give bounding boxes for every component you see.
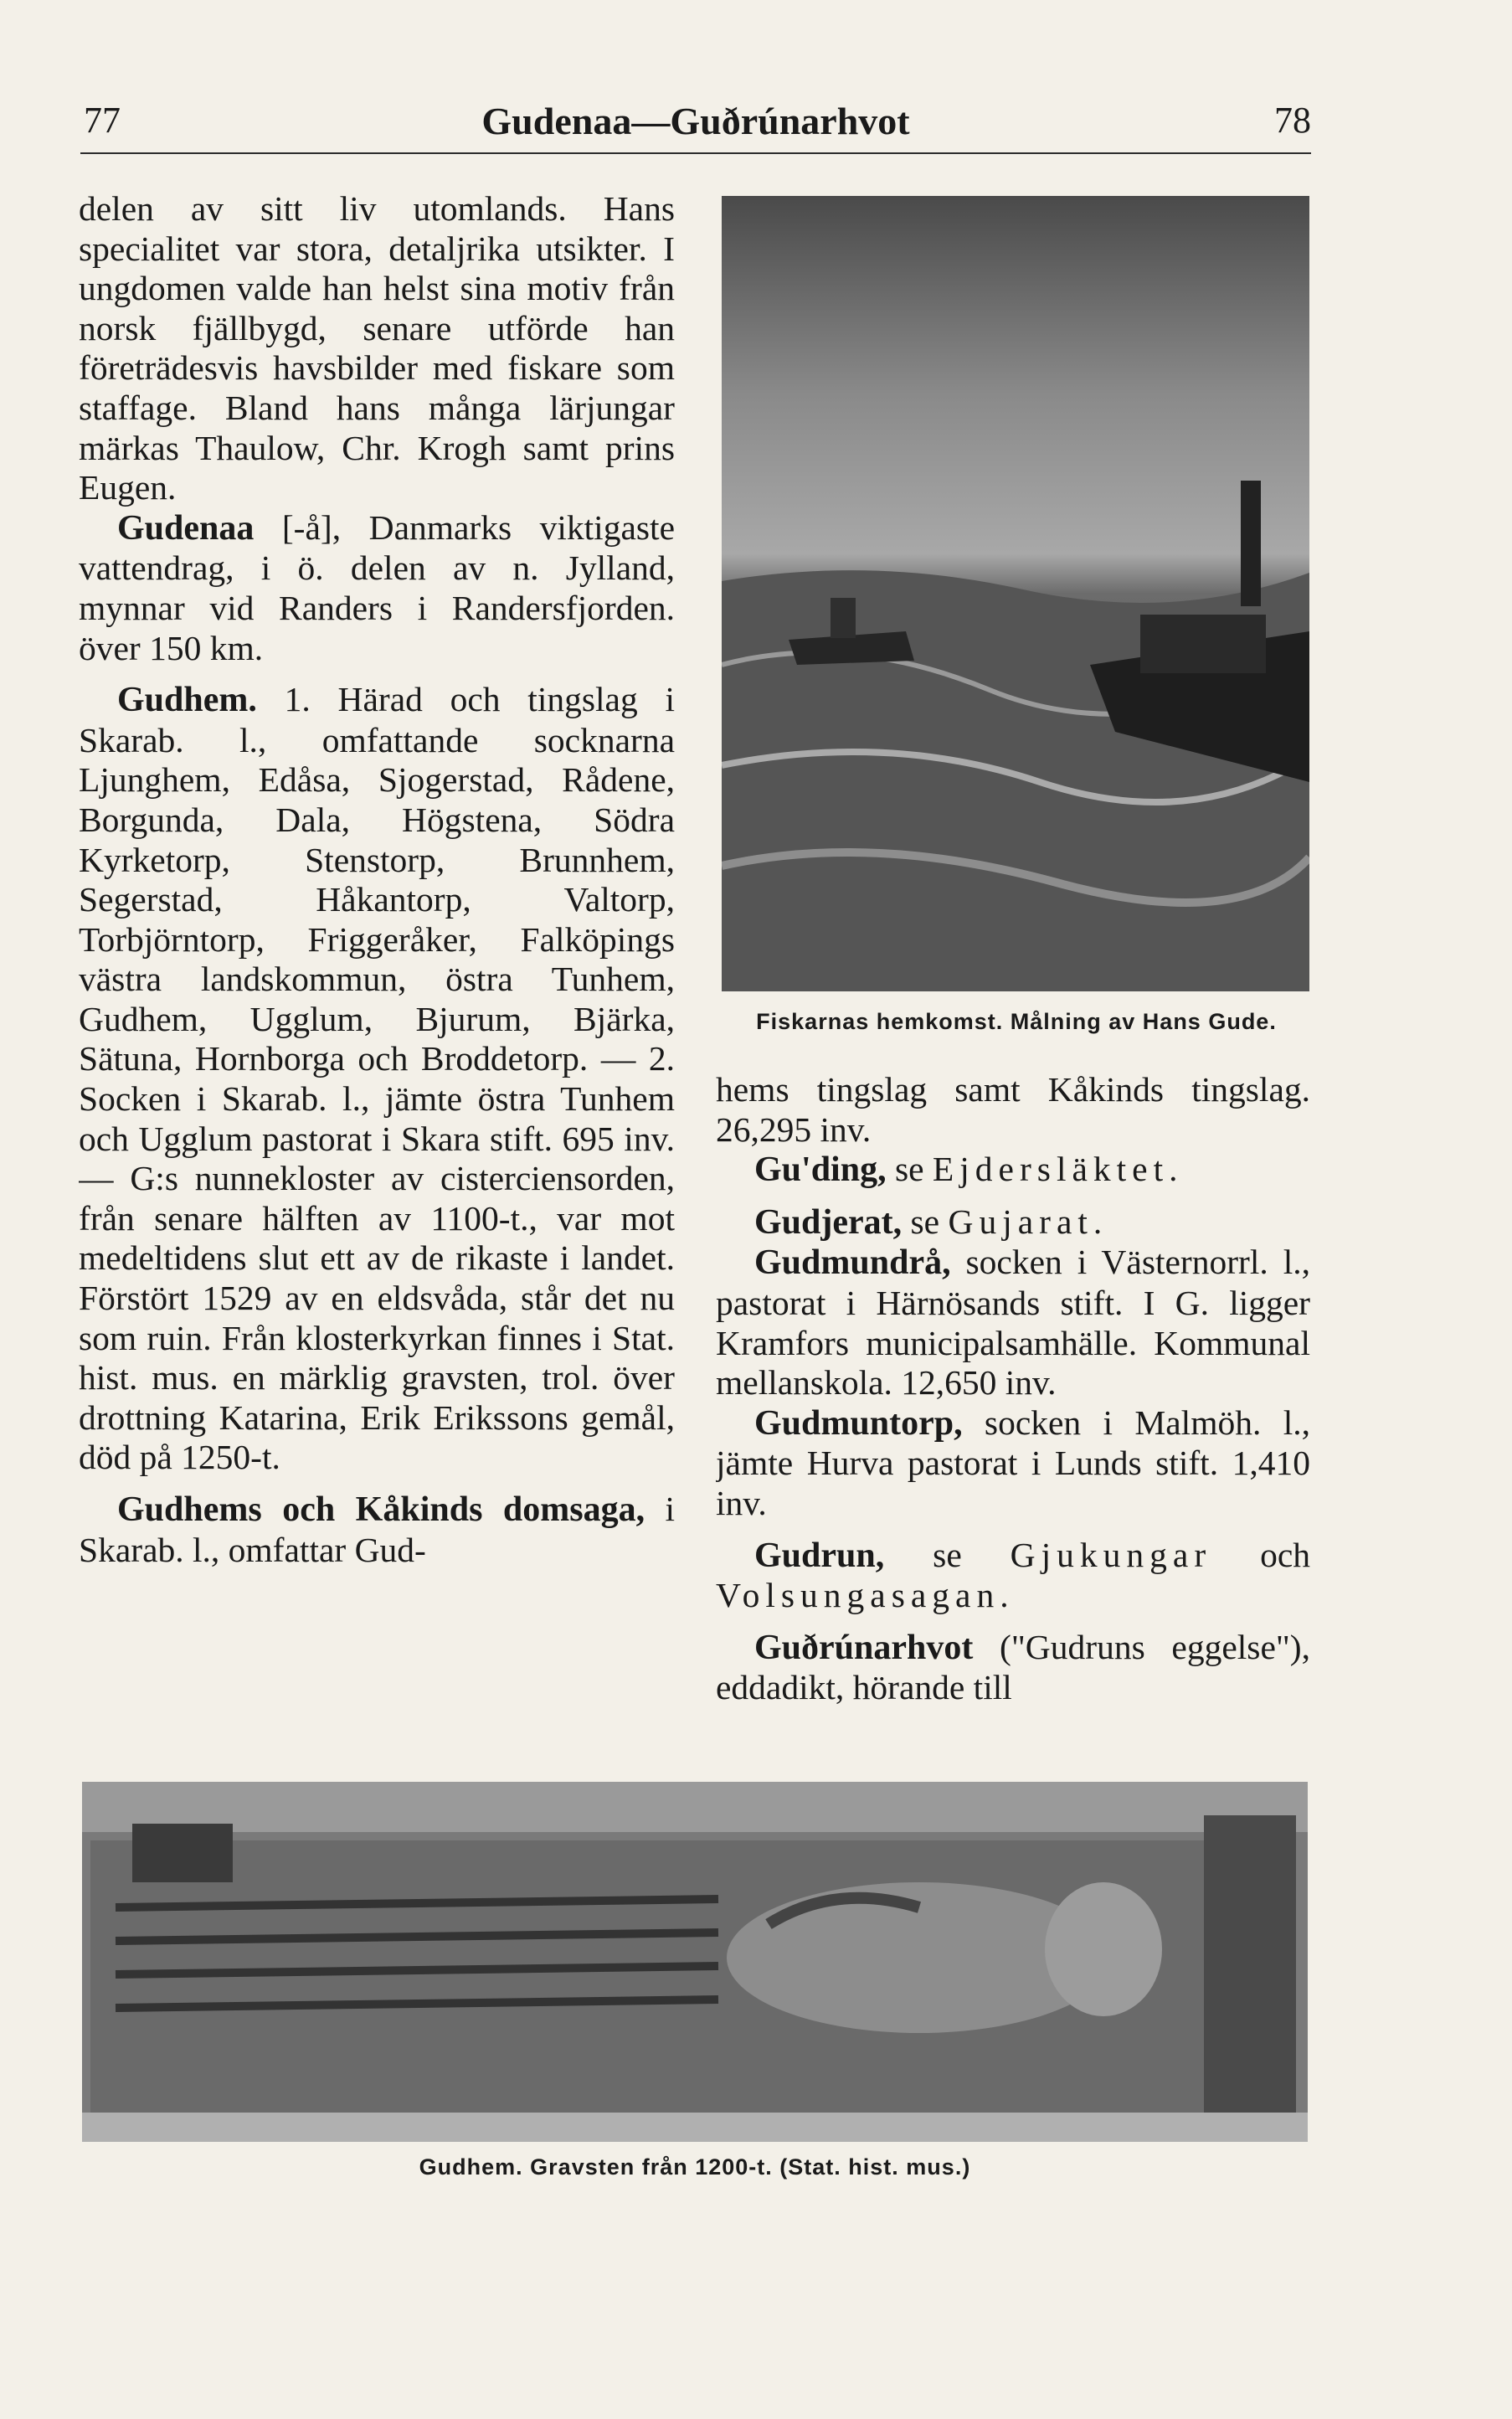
gudhems-continuation: hems tingslag samt Kåkinds tingslag. 26,295 inv. [716,1070,1310,1149]
painting-photo [722,196,1309,991]
entry-gudrun-see: se [884,1535,1011,1574]
page-number-right: 78 [1274,100,1311,141]
fishermen-painting-image [722,196,1309,991]
headword-guding: Gu'ding, [754,1150,887,1190]
page-number-left: 77 [84,100,121,141]
headword-gudrun: Gudrun, [754,1536,885,1575]
headword-gudenaa: Gudenaa [117,508,255,548]
headword-gudmundra: Gudmundrå, [754,1243,951,1283]
gravestone-photo [82,1782,1308,2142]
entry-gudhems-domsaga [79,1490,675,1570]
headword-gudhems-domsaga: Gudhems och Kåkinds domsaga, [117,1490,645,1529]
gravestone-image [82,1782,1308,2142]
painting-caption: Fiskarnas hemkomst. Målning av Hans Gude. [756,1009,1277,1034]
entry-gudjerat-see: se [902,1202,949,1241]
entry-guding-see: se [886,1150,933,1189]
hans-gude-continuation: delen av sitt liv utomlands. Hans specialitet var stora, detaljrika utsikter. I ungdomen valde han helst sina motiv från norsk fjällbygd, senare utförde han företrädesvis havsbilder med fiskare som staffage. Bland hans många lärjungar märkas Thaulow, Chr. Krogh samt prins Eugen. [79,189,675,507]
gravestone-caption: Gudhem. Gravsten från 1200-t. (Stat. hist. mus.) [419,2154,971,2180]
entry-gudrun [716,1536,1310,1616]
ref-gujarat: Gujarat. [948,1202,1108,1241]
entry-gudrunarhvot [716,1628,1310,1708]
ref-gjukungar: Gjukungar [1010,1535,1212,1574]
entry-gudhems-domsaga-text: i Skarab. l., omfattar Gud- [79,1490,675,1569]
entry-gudmuntorp [716,1403,1310,1524]
ref-volsungasagan: Volsungasagan. [716,1576,1015,1615]
headword-gudhem: Gudhem. [117,681,257,720]
headword-gudrunarhvot: Guðrúnarhvot [754,1628,974,1667]
page-header [80,94,1311,154]
headword-gudmuntorp: Gudmuntorp, [754,1403,963,1443]
entry-gudmundra [716,1243,1310,1403]
right-column [716,1070,1310,1773]
entry-gudrunarhvot-text: ("Gudruns eggelse"), eddadikt, hörande till [716,1627,1310,1707]
entry-gudjerat [716,1202,1310,1243]
ref-ejderslaktet: Ejdersläktet. [932,1150,1184,1189]
entry-gudrun-och: och [1211,1535,1310,1574]
entry-gudmuntorp-text: socken i Malmöh. l., jämte Hurva pastorat i Lunds stift. 1,410 inv. [716,1403,1310,1522]
entry-gudenaa-text: [-å], Danmarks viktigaste vattendrag, i ö. delen av n. Jylland, mynnar vid Randers i Randersfjorden. över 150 km. [79,507,675,667]
headword-gudjerat: Gudjerat, [754,1202,903,1242]
running-title: Gudenaa—Guðrúnarhvot [481,100,910,142]
entry-gudmundra-text: socken i Västernorrl. l., pastorat i Härnösands stift. I G. ligger Kramfors municipalsamhälle. Kommunal mellanskola. 12,650 inv. [716,1243,1310,1403]
entry-gudenaa [79,508,675,668]
left-column [79,189,675,1765]
entry-gudhem-text: 1. Härad och tingslag i Skarab. l., omfattande socknarna Ljunghem, Edåsa, Sjogerstad, Rådene, Borgunda, Dala, Högstena, Södra Kyrketorp, Stenstorp, Brunnhem, Segerstad, Håkantorp, Valtorp, Torbjörntorp, Friggeråker, Falköpings västra landskommun, östra Tunhem, Gudhem, Ugglum, Bjurum, Bjärka, Sätuna, Hornborga och Broddetorp. — 2. Socken i Skarab. l., jämte östra Tunhem och Ugglum pastorat i Skara stift. 695 inv. — G:s nunnekloster av cisterciensorden, från senare hälften av 1100-t., var mot medeltidens slut ett av de rikaste i landet. Förstört 1529 av en eldsvåda, står det nu som ruin. Från klosterkyrkan finnes i Stat. hist. mus. en märklig gravsten, trol. över drottning Katarina, Erik Erikssons gemål, död på 1250-t. [79,680,675,1477]
entry-guding [716,1150,1310,1191]
entry-gudhem [79,680,675,1478]
